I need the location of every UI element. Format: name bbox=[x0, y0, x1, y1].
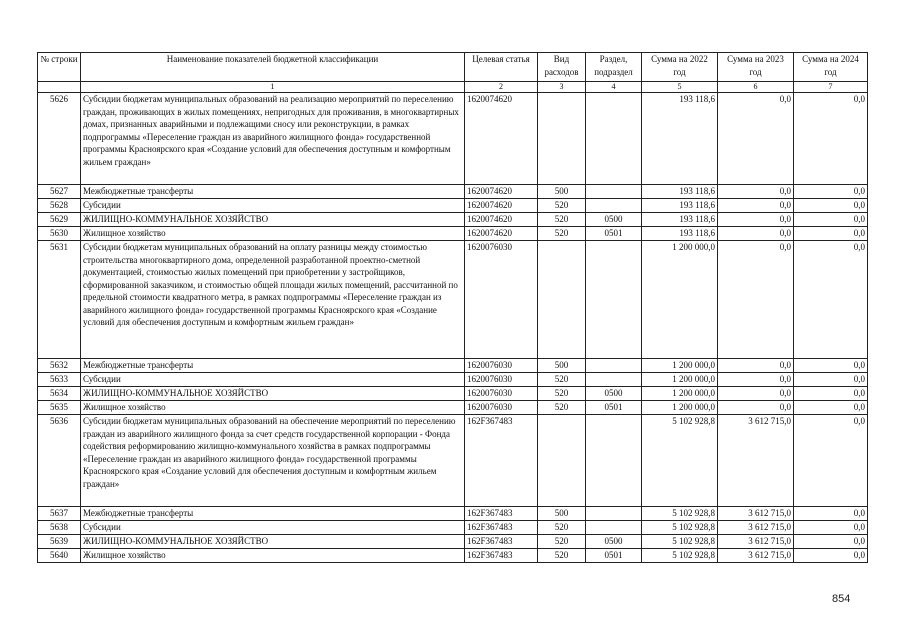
row-name: Межбюджетные трансферты bbox=[81, 507, 465, 521]
row-expense-type bbox=[538, 93, 586, 185]
row-sum-2024: 0,0 bbox=[794, 227, 868, 241]
row-sum-2023: 3 612 715,0 bbox=[718, 415, 794, 507]
row-sum-2023: 3 612 715,0 bbox=[718, 521, 794, 535]
row-sum-2024: 0,0 bbox=[794, 387, 868, 401]
row-sum-2024: 0,0 bbox=[794, 401, 868, 415]
row-target: 1620074620 bbox=[465, 93, 538, 185]
row-target: 162F367483 bbox=[465, 535, 538, 549]
header-row-no: № строки bbox=[38, 53, 81, 82]
row-sum-2022: 193 118,6 bbox=[642, 185, 718, 199]
row-name: ЖИЛИЩНО-КОММУНАЛЬНОЕ ХОЗЯЙСТВО bbox=[81, 535, 465, 549]
row-sum-2023: 3 612 715,0 bbox=[718, 535, 794, 549]
table-row bbox=[38, 535, 868, 549]
row-sum-2022: 5 102 928,8 bbox=[642, 415, 718, 507]
header-sum-2023: Сумма на 2023 год bbox=[718, 53, 794, 82]
row-number: 5639 bbox=[38, 535, 81, 549]
row-expense-type: 520 bbox=[538, 373, 586, 387]
row-expense-type: 520 bbox=[538, 549, 586, 563]
row-expense-type bbox=[538, 241, 586, 359]
row-section bbox=[586, 373, 642, 387]
row-sum-2022: 5 102 928,8 bbox=[642, 507, 718, 521]
header-sum-2022: Сумма на 2022 год bbox=[642, 53, 718, 82]
row-expense-type: 520 bbox=[538, 387, 586, 401]
column-index: 4 bbox=[586, 82, 642, 93]
row-sum-2023: 0,0 bbox=[718, 199, 794, 213]
row-sum-2024: 0,0 bbox=[794, 373, 868, 387]
row-sum-2024: 0,0 bbox=[794, 549, 868, 563]
row-section: 0501 bbox=[586, 401, 642, 415]
table-row bbox=[38, 241, 868, 359]
row-number: 5628 bbox=[38, 199, 81, 213]
row-expense-type: 520 bbox=[538, 401, 586, 415]
row-sum-2024: 0,0 bbox=[794, 185, 868, 199]
row-number: 5626 bbox=[38, 93, 81, 185]
table-row bbox=[38, 521, 868, 535]
row-name: Субсидии бюджетам муниципальных образований на оплату разницы между стоимостью строительства многоквартирного дома, определенной разработанной проектно-сметной документацией, стоимостью жилых помещений при приобретении у застройщиков, сформированной заказчиком, и стоимостью общей площади жилых помещений, рассчитанной по предельной стоимости квадратного метра, в рамках подпрограммы «Переселение граждан из аварийного жилищного фонда» государственной программы Красноярского края «Создание условий для обеспечения доступным и комфортным жильем граждан» bbox=[81, 241, 465, 359]
row-name: Жилищное хозяйство bbox=[81, 401, 465, 415]
row-number: 5632 bbox=[38, 359, 81, 373]
row-number: 5634 bbox=[38, 387, 81, 401]
row-section bbox=[586, 199, 642, 213]
row-section bbox=[586, 507, 642, 521]
row-section bbox=[586, 185, 642, 199]
row-target: 162F367483 bbox=[465, 549, 538, 563]
row-name: Межбюджетные трансферты bbox=[81, 185, 465, 199]
row-sum-2024: 0,0 bbox=[794, 199, 868, 213]
row-sum-2023: 0,0 bbox=[718, 387, 794, 401]
header-expense-type: Вид расходов bbox=[538, 53, 586, 82]
row-section: 0501 bbox=[586, 227, 642, 241]
header-target: Целевая статья bbox=[465, 53, 538, 82]
row-section bbox=[586, 359, 642, 373]
row-sum-2023: 3 612 715,0 bbox=[718, 507, 794, 521]
row-number: 5629 bbox=[38, 213, 81, 227]
row-sum-2024: 0,0 bbox=[794, 535, 868, 549]
row-number: 5635 bbox=[38, 401, 81, 415]
table-row bbox=[38, 199, 868, 213]
row-sum-2024: 0,0 bbox=[794, 415, 868, 507]
row-expense-type bbox=[538, 415, 586, 507]
row-sum-2022: 5 102 928,8 bbox=[642, 521, 718, 535]
row-target: 162F367483 bbox=[465, 521, 538, 535]
row-expense-type: 520 bbox=[538, 213, 586, 227]
row-number: 5640 bbox=[38, 549, 81, 563]
row-name: Жилищное хозяйство bbox=[81, 549, 465, 563]
row-sum-2022: 1 200 000,0 bbox=[642, 241, 718, 359]
row-section bbox=[586, 241, 642, 359]
row-section bbox=[586, 521, 642, 535]
row-sum-2023: 0,0 bbox=[718, 227, 794, 241]
row-sum-2022: 193 118,6 bbox=[642, 199, 718, 213]
row-section: 0500 bbox=[586, 535, 642, 549]
header-name: Наименование показателей бюджетной классификации bbox=[81, 53, 465, 82]
table-row bbox=[38, 359, 868, 373]
column-index bbox=[38, 82, 81, 93]
table-row bbox=[38, 387, 868, 401]
row-target: 1620074620 bbox=[465, 227, 538, 241]
header-section: Раздел, подраздел bbox=[586, 53, 642, 82]
row-sum-2024: 0,0 bbox=[794, 521, 868, 535]
row-number: 5627 bbox=[38, 185, 81, 199]
column-index: 6 bbox=[718, 82, 794, 93]
row-sum-2022: 193 118,6 bbox=[642, 93, 718, 185]
column-index-row bbox=[38, 82, 868, 93]
row-target: 162F367483 bbox=[465, 507, 538, 521]
row-sum-2022: 5 102 928,8 bbox=[642, 549, 718, 563]
row-section: 0501 bbox=[586, 549, 642, 563]
row-target: 1620076030 bbox=[465, 387, 538, 401]
row-name: Субсидии bbox=[81, 373, 465, 387]
row-target: 1620074620 bbox=[465, 185, 538, 199]
row-target: 1620076030 bbox=[465, 241, 538, 359]
row-name: Субсидии бюджетам муниципальных образований на обеспечение мероприятий по переселению граждан из аварийного жилищного фонда за счет средств государственной корпорации - Фонда содействия реформированию жилищно-коммунального хозяйства в рамках подпрограммы «Переселение граждан из аварийного жилищного фонда» государственной программы Красноярского края «Создание условий для обеспечения доступным и комфортным жильем граждан» bbox=[81, 415, 465, 507]
column-index: 7 bbox=[794, 82, 868, 93]
table-row bbox=[38, 401, 868, 415]
row-expense-type: 500 bbox=[538, 507, 586, 521]
row-sum-2023: 3 612 715,0 bbox=[718, 549, 794, 563]
column-index: 2 bbox=[465, 82, 538, 93]
row-name: Субсидии bbox=[81, 521, 465, 535]
row-sum-2023: 0,0 bbox=[718, 241, 794, 359]
column-index: 3 bbox=[538, 82, 586, 93]
row-name: ЖИЛИЩНО-КОММУНАЛЬНОЕ ХОЗЯЙСТВО bbox=[81, 213, 465, 227]
budget-table bbox=[37, 52, 868, 563]
table-row bbox=[38, 415, 868, 507]
row-name: Субсидии бюджетам муниципальных образований на реализацию мероприятий по переселению граждан, проживающих в жилых помещениях, непригодных для проживания, в многоквартирных домах, признанных аварийными и подлежащими сносу или реконструкции, в рамках подпрограммы «Переселение граждан из аварийного жилищного фонда» государственной программы Красноярского края «Создание условий для обеспечения доступным и комфортным жильем граждан» bbox=[81, 93, 465, 185]
table-row bbox=[38, 213, 868, 227]
row-expense-type: 520 bbox=[538, 521, 586, 535]
row-target: 1620074620 bbox=[465, 213, 538, 227]
row-target: 1620074620 bbox=[465, 199, 538, 213]
row-sum-2022: 1 200 000,0 bbox=[642, 373, 718, 387]
row-number: 5631 bbox=[38, 241, 81, 359]
row-sum-2022: 1 200 000,0 bbox=[642, 401, 718, 415]
row-section: 0500 bbox=[586, 213, 642, 227]
row-sum-2022: 193 118,6 bbox=[642, 227, 718, 241]
row-sum-2022: 193 118,6 bbox=[642, 213, 718, 227]
row-section bbox=[586, 415, 642, 507]
row-sum-2024: 0,0 bbox=[794, 241, 868, 359]
row-sum-2024: 0,0 bbox=[794, 213, 868, 227]
row-expense-type: 520 bbox=[538, 199, 586, 213]
row-sum-2024: 0,0 bbox=[794, 93, 868, 185]
row-sum-2022: 1 200 000,0 bbox=[642, 387, 718, 401]
row-target: 1620076030 bbox=[465, 373, 538, 387]
row-target: 1620076030 bbox=[465, 401, 538, 415]
row-sum-2023: 0,0 bbox=[718, 373, 794, 387]
row-expense-type: 520 bbox=[538, 227, 586, 241]
table-row bbox=[38, 507, 868, 521]
row-name: Жилищное хозяйство bbox=[81, 227, 465, 241]
table-header bbox=[38, 53, 868, 93]
row-sum-2023: 0,0 bbox=[718, 93, 794, 185]
table-row bbox=[38, 227, 868, 241]
row-sum-2023: 0,0 bbox=[718, 185, 794, 199]
row-number: 5637 bbox=[38, 507, 81, 521]
row-expense-type: 500 bbox=[538, 185, 586, 199]
row-sum-2023: 0,0 bbox=[718, 359, 794, 373]
row-section: 0500 bbox=[586, 387, 642, 401]
table-body bbox=[38, 93, 868, 563]
table-row bbox=[38, 185, 868, 199]
table-row bbox=[38, 549, 868, 563]
header-sum-2024: Сумма на 2024 год bbox=[794, 53, 868, 82]
row-sum-2023: 0,0 bbox=[718, 213, 794, 227]
row-name: Межбюджетные трансферты bbox=[81, 359, 465, 373]
row-sum-2024: 0,0 bbox=[794, 507, 868, 521]
row-sum-2022: 5 102 928,8 bbox=[642, 535, 718, 549]
column-index: 1 bbox=[81, 82, 465, 93]
row-expense-type: 500 bbox=[538, 359, 586, 373]
row-section bbox=[586, 93, 642, 185]
row-expense-type: 520 bbox=[538, 535, 586, 549]
row-number: 5638 bbox=[38, 521, 81, 535]
row-sum-2022: 1 200 000,0 bbox=[642, 359, 718, 373]
page-number: 854 bbox=[832, 593, 851, 605]
row-number: 5630 bbox=[38, 227, 81, 241]
row-name: ЖИЛИЩНО-КОММУНАЛЬНОЕ ХОЗЯЙСТВО bbox=[81, 387, 465, 401]
table-row bbox=[38, 373, 868, 387]
table-row bbox=[38, 93, 868, 185]
row-number: 5636 bbox=[38, 415, 81, 507]
row-name: Субсидии bbox=[81, 199, 465, 213]
row-sum-2024: 0,0 bbox=[794, 359, 868, 373]
row-target: 1620076030 bbox=[465, 359, 538, 373]
row-target: 162F367483 bbox=[465, 415, 538, 507]
column-index: 5 bbox=[642, 82, 718, 93]
row-number: 5633 bbox=[38, 373, 81, 387]
row-sum-2023: 0,0 bbox=[718, 401, 794, 415]
